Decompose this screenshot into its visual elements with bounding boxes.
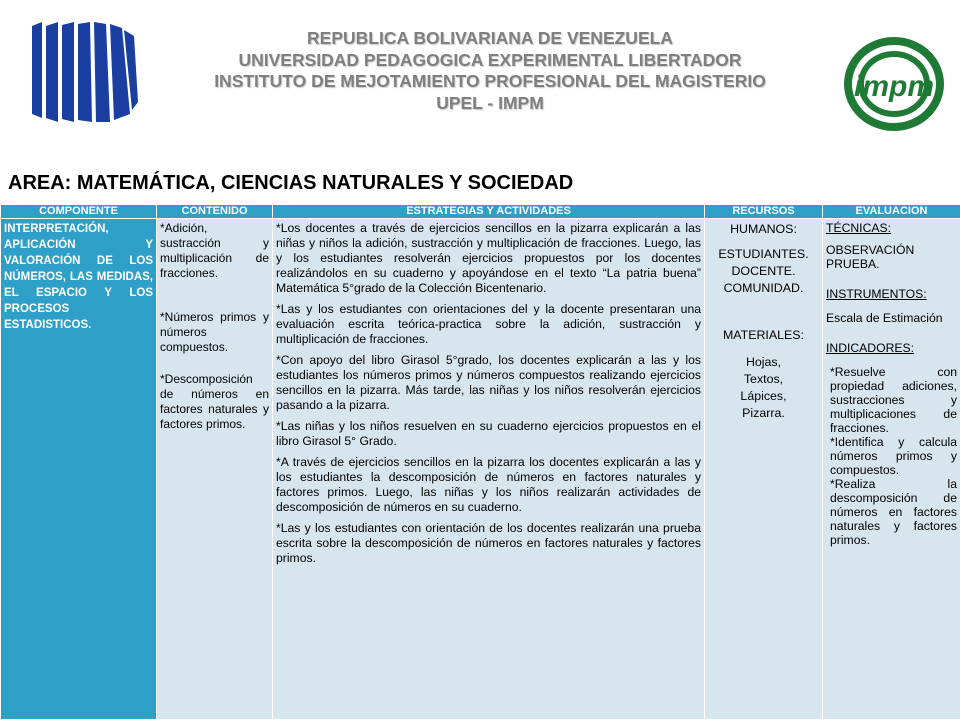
evaluacion-indicador-item: *Identifica y calcula números primos y compuestos. <box>830 435 957 477</box>
estrategia-item: *Con apoyo del libro Girasol 5°grado, los docentes explicarán a las y los estudiantes los números primos y números compuestos realizando ejercicios sencillos en la pizarra. Más tarde, las niñas y los niños resolverán ejercicios pasando a la pizarra. <box>276 353 701 412</box>
header-line-3: INSTITUTO DE MEJOTAMIENTO PROFESIONAL DEL MAGISTERIO <box>214 71 766 91</box>
impm-logo-text: impm <box>853 70 935 103</box>
componente-cell: INTERPRETACIÓN, APLICACIÓN Y VALORACIÓN DE LOS NÚMEROS, LAS MEDIDAS, EL ESPACIO Y LOS PROCESOS ESTADISTICOS. <box>1 219 157 720</box>
evaluacion-tecnicas-label: TÉCNICAS: <box>826 221 892 235</box>
contenido-cell <box>157 219 273 720</box>
evaluacion-indicadores-label: INDICADORES: <box>826 341 915 355</box>
table-header-row <box>1 205 960 219</box>
recursos-humano-item: DOCENTE. <box>731 264 796 278</box>
contenido-item: *Números primos y números compuestos. <box>160 310 269 354</box>
estrategia-item: *Las y los estudiantes con orientación de los docentes realizarán una prueba escrita sobre la descomposición de números en factores naturales y factores primos. <box>276 521 701 565</box>
table-row <box>1 219 960 720</box>
header-componente: COMPONENTE <box>1 205 157 219</box>
estrategia-item: *Los docentes a través de ejercicios sencillos en la pizarra explicarán a las niñas y niños la adición, sustracción y multiplicación de fracciones. Luego, las y los estudiantes resolverán ejercicios propuestos por los docentes realizándolos en su cuaderno y apoyándose en el texto “La patria buena” Matemática 5°grado de la Colección Bicentenario. <box>276 221 701 295</box>
impm-logo <box>842 34 946 134</box>
recursos-material-item: Textos, <box>743 372 784 386</box>
recursos-materiales-label: MATERIALES: <box>722 328 805 342</box>
contenido-item: *Adición, sustracción y multiplicación de fracciones. <box>160 221 269 280</box>
estrategia-item: *A través de ejercicios sencillos en la pizarra los docentes explicarán a las y los estudiantes la descomposición de números en factores naturales y factores primos. Luego, las niñas y los niños realizarán actividades de descomposición de números en su cuaderno. <box>276 455 701 514</box>
header-estrategias: ESTRATEGIAS Y ACTIVIDADES <box>273 205 705 219</box>
header-line-4: UPEL - IMPM <box>436 92 544 113</box>
planning-table <box>0 204 960 720</box>
estrategia-item: *Las y los estudiantes con orientaciones del y la docente presentaran una evaluación escrita teórica-practica sobre la adición, sustracción y multiplicación de fracciones. <box>276 302 701 346</box>
recursos-cell <box>705 219 823 720</box>
recursos-material-item: Pizarra. <box>742 406 785 420</box>
institution-title <box>140 28 840 114</box>
evaluacion-indicador-item: *Resuelve con propiedad adiciones, sustracciones y multiplicaciones de fracciones. <box>830 365 957 435</box>
header-recursos: RECURSOS <box>705 205 823 219</box>
recursos-material-item: Hojas, <box>745 355 782 369</box>
evaluacion-tecnicas-value: OBSERVACIÓN PRUEBA. <box>826 243 915 271</box>
document-header <box>0 0 960 160</box>
recursos-humano-item: ESTUDIANTES. <box>718 247 809 261</box>
area-title: AREA: MATEMÁTICA, CIENCIAS NATURALES Y SOCIEDAD <box>8 172 574 194</box>
evaluacion-indicador-item: *Realiza la descomposición de números en factores naturales y factores primos. <box>830 477 957 547</box>
evaluacion-instrumentos-label: INSTRUMENTOS: <box>826 287 927 301</box>
recursos-humano-item: COMUNIDAD. <box>723 281 804 295</box>
evaluacion-cell <box>823 219 960 720</box>
header-contenido: CONTENIDO <box>157 205 273 219</box>
recursos-humanos-label: HUMANOS: <box>730 222 797 236</box>
contenido-item: *Descomposición de números en factores naturales y factores primos. <box>160 372 269 431</box>
evaluacion-instrumentos-value: Escala de Estimación <box>826 311 943 325</box>
header-evaluacion: EVALUACION <box>823 205 960 219</box>
header-line-1: REPUBLICA BOLIVARIANA DE VENEZUELA <box>307 28 673 48</box>
upel-logo <box>30 22 138 122</box>
header-line-2: UNIVERSIDAD PEDAGOGICA EXPERIMENTAL LIBERTADOR <box>238 49 742 70</box>
estrategia-item: *Las niñas y los niños resuelven en su cuaderno ejercicios propuestos en el libro Girasol 5° Grado. <box>276 419 701 448</box>
recursos-material-item: Lápices, <box>740 389 787 403</box>
estrategias-cell <box>273 219 705 720</box>
